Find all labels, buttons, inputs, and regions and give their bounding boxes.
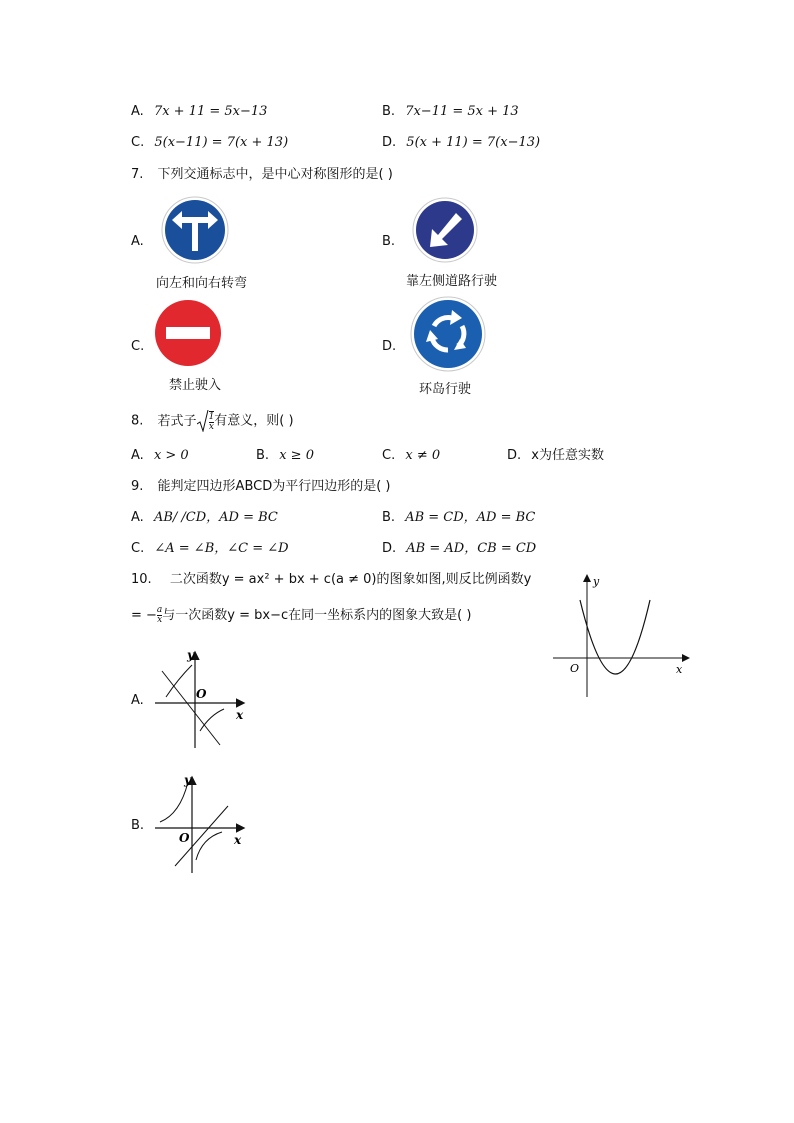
q8-stem (131, 410, 294, 432)
q8-stem-pre: 若式子 (157, 413, 197, 429)
q9-option-b-label: B. (382, 510, 396, 525)
turn-left-right-sign-icon (160, 195, 232, 265)
q8-option-a (131, 447, 189, 465)
q8-sqrt-expression (197, 410, 215, 432)
q10-option-a-line (162, 671, 220, 745)
q6-option-a (131, 103, 267, 121)
q7-stem (131, 166, 393, 184)
q9-option-c (131, 540, 289, 558)
q10-stem-line2 (131, 606, 471, 625)
q10-fraction-denominator: x (157, 615, 163, 625)
q6-option-d-text: 5(x + 11) = 7(x−13) (406, 135, 541, 150)
q8-option-b-text: x ≥ 0 (279, 448, 314, 463)
q10-option-b-y-label: y (184, 773, 191, 787)
q10-number: 10. (131, 572, 152, 587)
q9-number: 9. (131, 479, 144, 494)
q7-option-c-caption: 禁止驶入 (169, 378, 222, 393)
q6-option-c (131, 134, 288, 152)
q7-option-d-caption: 环岛行驶 (419, 382, 472, 397)
q6-option-b (382, 103, 519, 121)
q10-origin-label: O (570, 662, 580, 675)
q10-option-b-hyperbola-lower (196, 832, 222, 860)
q6-option-a-text: 7x + 11 = 5x−13 (153, 104, 268, 119)
q8-option-c (382, 447, 440, 465)
q8-stem-post: 有意义，则( ) (214, 413, 294, 429)
q10-option-b-origin-label: O (179, 831, 190, 845)
q8-option-c-text: x ≠ 0 (405, 448, 441, 463)
q7-option-c-label: C. (131, 339, 145, 354)
q8-option-b (256, 447, 314, 465)
q10-option-a-graph (150, 645, 255, 750)
q7-stem-text: 下列交通标志中，是中心对称图形的是( ) (157, 167, 393, 182)
q8-option-d-label: D. (507, 448, 522, 463)
q8-option-c-label: C. (382, 448, 396, 463)
q9-option-c-text: ∠A = ∠B，∠C = ∠D (154, 541, 289, 556)
q8-option-a-label: A. (131, 448, 144, 463)
q7-option-a-label: A. (131, 234, 144, 249)
q10-option-a-y-label: y (187, 648, 194, 662)
q6-option-b-label: B. (382, 104, 396, 119)
q9-option-a-text: AB/ /CD，AD = BC (153, 510, 278, 525)
q10-option-b-graph (150, 770, 255, 875)
q10-parabola-curve (580, 600, 650, 674)
q10-option-b-hyperbola-upper (160, 782, 188, 822)
q10-option-a-x-label: x (236, 708, 244, 722)
q8-number: 8. (131, 413, 144, 429)
keep-left-sign-icon (410, 197, 482, 265)
q10-option-a-origin-label: O (196, 687, 207, 701)
q9-option-d (382, 540, 536, 558)
q7-option-b-caption: 靠左侧道路行驶 (406, 274, 498, 289)
no-entry-sign-icon (153, 300, 225, 368)
q6-option-d-label: D. (382, 135, 397, 150)
q9-option-b (382, 509, 535, 527)
q7-option-d-label: D. (382, 339, 397, 354)
q7-option-b-label: B. (382, 234, 396, 249)
q9-option-b-text: AB = CD，AD = BC (405, 510, 536, 525)
q6-option-d (382, 134, 540, 152)
q8-option-b-label: B. (256, 448, 270, 463)
q8-option-d (507, 447, 604, 465)
q10-option-b-label: B. (131, 818, 145, 833)
q6-option-c-text: 5(x−11) = 7(x + 13) (154, 135, 289, 150)
q6-option-a-label: A. (131, 104, 144, 119)
q10-stem-line1-text: 二次函数y = ax² + bx + c(a ≠ 0)的图象如图,则反比例函数y (169, 572, 532, 587)
q9-stem-text: 能判定四边形ABCD为平行四边形的是( ) (157, 479, 391, 494)
roundabout-sign-icon (410, 296, 486, 372)
q9-option-a-label: A. (131, 510, 144, 525)
q10-y-label: y (593, 575, 600, 588)
q8-option-d-text: x为任意实数 (531, 448, 604, 463)
q10-stem-line2-post: 与一次函数y = bx−c在同一坐标系内的图象大致是( ) (162, 608, 472, 623)
q10-stem-line2-pre: = − (131, 608, 157, 623)
q9-stem (131, 478, 391, 496)
q7-number: 7. (131, 167, 144, 182)
q8-option-a-text: x > 0 (153, 448, 189, 463)
q10-parabola-graph (550, 570, 695, 700)
q10-option-a-hyperbola-lower (200, 709, 224, 731)
q9-option-a (131, 509, 278, 527)
q10-fraction-numerator: a (156, 605, 163, 615)
q7-option-a-caption: 向左和向右转弯 (156, 276, 248, 291)
q6-option-b-text: 7x−11 = 5x + 13 (405, 104, 519, 119)
q9-option-c-label: C. (131, 541, 145, 556)
q10-option-a-label: A. (131, 693, 144, 708)
q8-root-numerator: 1 (208, 411, 215, 422)
q10-stem-line1 (131, 571, 531, 589)
q10-x-label: x (676, 663, 683, 676)
q9-option-d-label: D. (382, 541, 397, 556)
q8-root-denominator: x (208, 421, 214, 432)
q10-option-b-x-label: x (234, 833, 242, 847)
q9-option-d-text: AB = AD，CB = CD (406, 541, 537, 556)
q6-option-c-label: C. (131, 135, 145, 150)
